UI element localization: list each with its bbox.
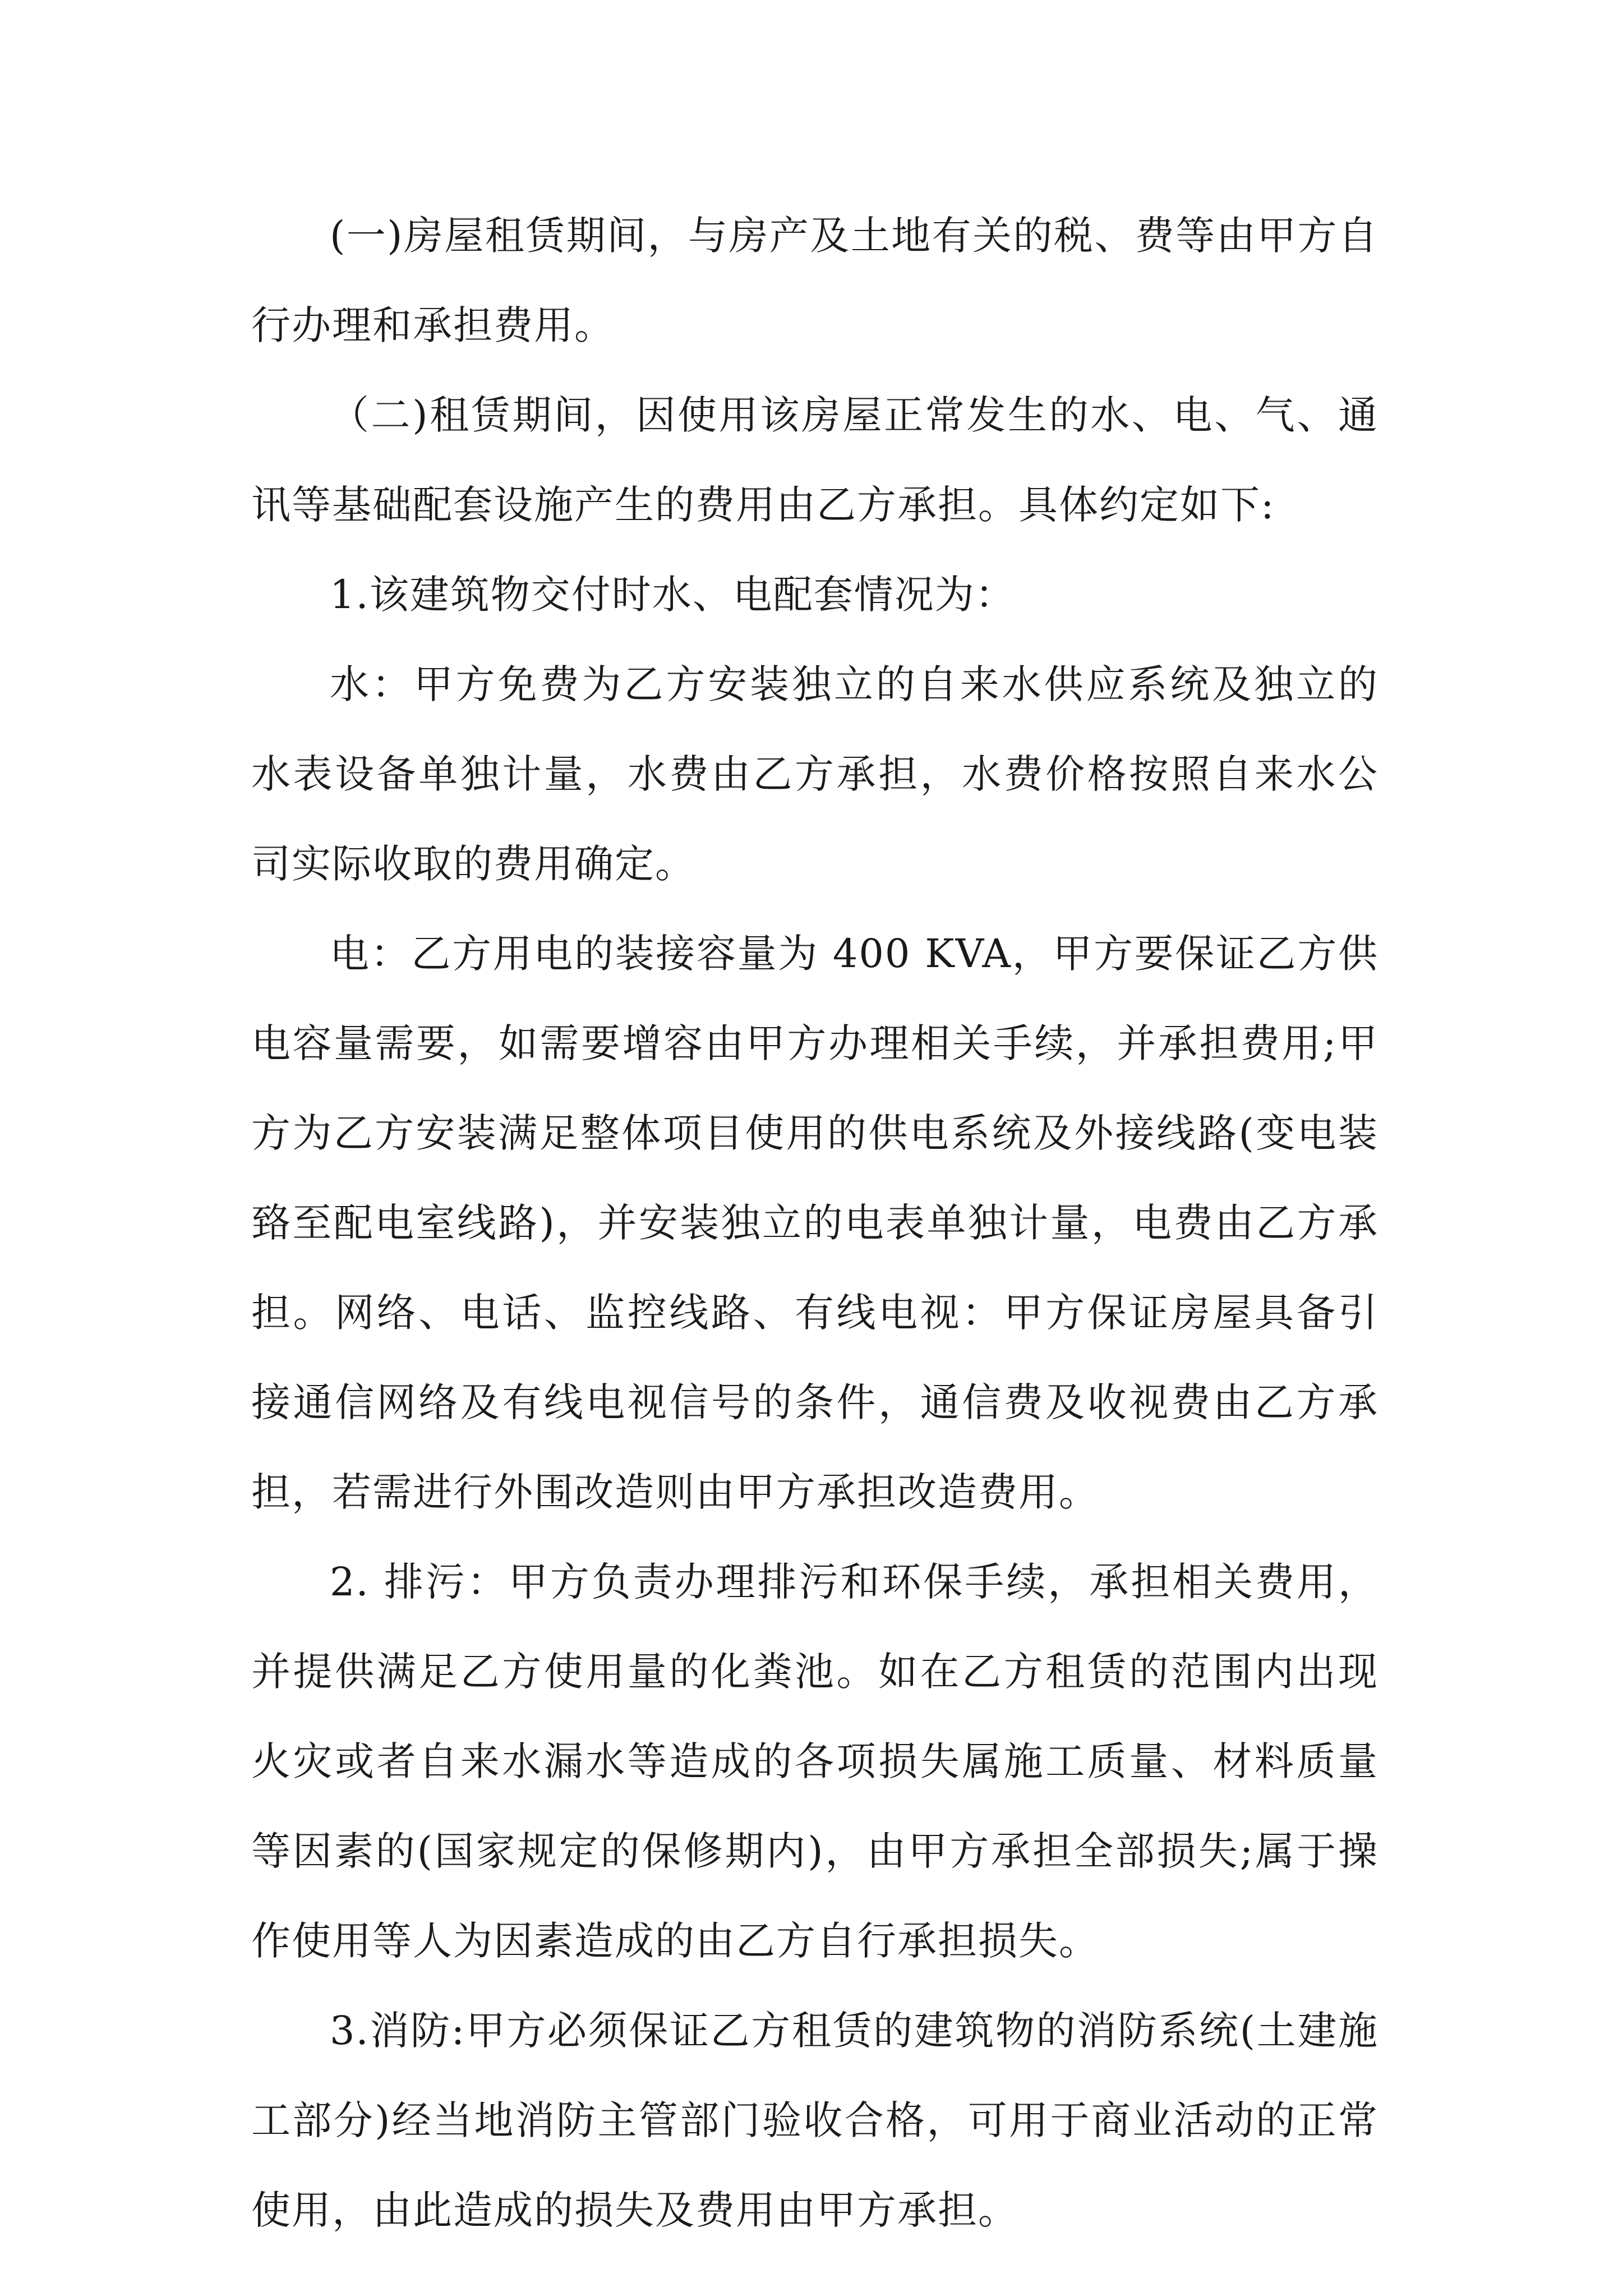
paragraph-item-1-heading: 1.该建筑物交付时水、电配套情况为： [330, 572, 1016, 618]
paragraph-electricity: 电：乙方用电的装接容量为 400 KVA，甲方要保证乙方供电容量需要，如需要增容由甲方办理相关手续，并承担费用;甲方为乙方安装满足整体项目使用的供电系统及外接线路(变电装臵至配电室线路)，并安装独立的电表单独计量，电费由乙方承担。网络、电话、监控线路、有线电视：甲方保证房屋具备引接通信网络及有线电视信号的条件，通信费及收视费由乙方承担，若需进行外围改造则由甲方承担改造费用。 [251, 931, 1378, 1515]
paragraph-item-2-sewage: 2. 排污：甲方负责办理排污和环保手续，承担相关费用，并提供满足乙方使用量的化粪池。如在乙方租赁的范围内出现火灾或者自来水漏水等造成的各项损失属施工质量、材料质量等因素的(国家规定的保修期内)，由甲方承担全部损失;属于操作使用等人为因素造成的由乙方自行承担损失。 [251, 1559, 1378, 1964]
paragraph-item-3-fire: 3.消防:甲方必须保证乙方租赁的建筑物的消防系统(土建施工部分)经当地消防主管部门验收合格，可用于商业活动的正常使用，由此造成的损失及费用由甲方承担。 [251, 2008, 1378, 2233]
paragraph-water: 水：甲方免费为乙方安装独立的自来水供应系统及独立的水表设备单独计量，水费由乙方承担，水费价格按照自来水公司实际收取的费用确定。 [251, 661, 1378, 887]
paragraph-tax-fees: (一)房屋租赁期间，与房产及土地有关的税、费等由甲方自行办理和承担费用。 [251, 213, 1378, 348]
paragraph-utility-costs: （二)租赁期间，因使用该房屋正常发生的水、电、气、通讯等基础配套设施产生的费用由乙方承担。具体约定如下: [251, 392, 1378, 528]
document-body [251, 191, 1378, 2255]
